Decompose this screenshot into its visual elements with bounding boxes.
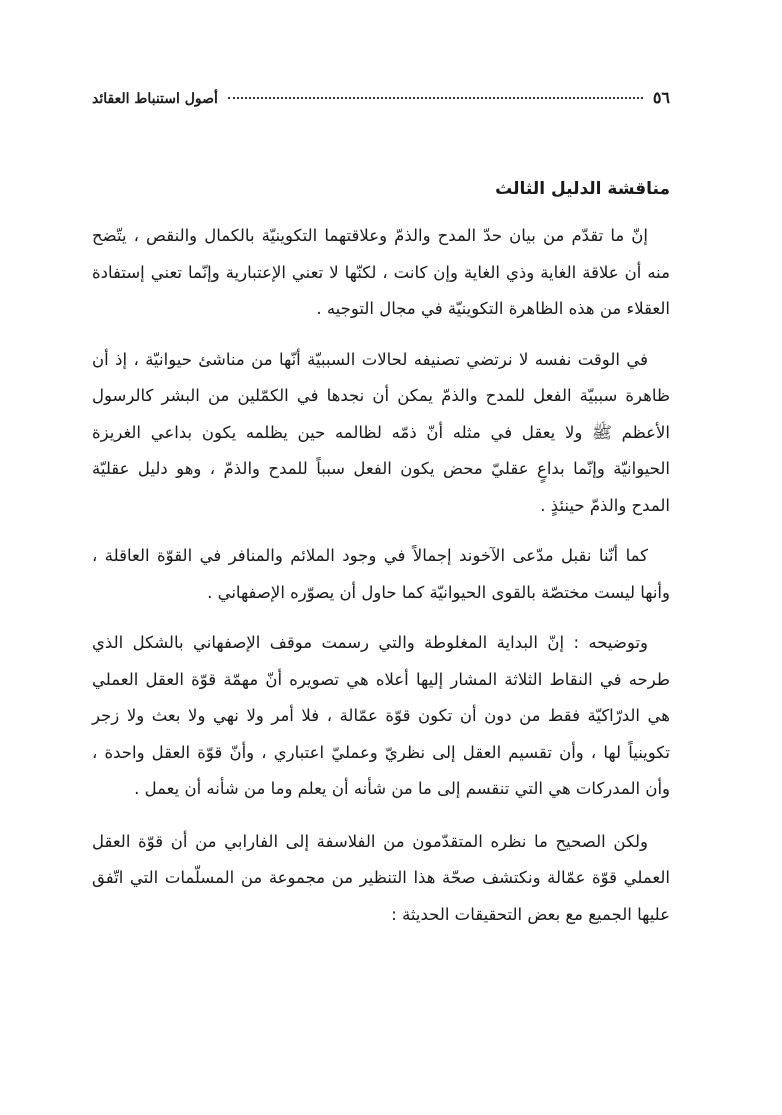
book-page bbox=[92, 88, 670, 933]
running-book-title: أصول استنباط العقائد bbox=[92, 91, 218, 107]
page-number: ٥٦ bbox=[652, 88, 670, 107]
paragraph-2: في الوقت نفسه لا نرتضي تصنيفه لحالات السببيّة أنّها من مناشئ حيوانيّة ، إذ أن ظاهرة سببيّة الفعل للمدح والذمّ يمكن أن نجدها في الكمّلين من البشر كالرسول الأعظم ﷺ ولا يعقل في مثله أنّ ذمّه لظالمه حين يظلمه يكون بداعي الغريزة الحيوانيّة وإنّما بداعٍ عقليّ محض يكون الفعل سبباً للمدح والذمّ ، وهو دليل عقليّة المدح والذمّ حينئذٍ . bbox=[92, 349, 670, 515]
running-header bbox=[92, 88, 670, 118]
paragraph-5: ولكن الصحيح ما نظره المتقدّمون من الفلاسفة إلى الفارابي من أن قوّة العقل العملي قوّة عمّالة ونكتشف صحّة هذا التنظير من مجموعة من المسلّمات التي اتّفق عليها الجميع مع بعض التحقيقات الحديثة : bbox=[92, 831, 670, 924]
section-heading: مناقشة الدليل الثالث bbox=[495, 179, 670, 199]
paragraph-3: كما أنّنا نقبل مدّعى الآخوند إجمالاً في وجود الملائم والمنافر في القوّة العاقلة ، وأنها ليست مختصّة بالقوى الحيوانيّة كما حاول أن يصوّره الإصفهاني . bbox=[92, 546, 670, 602]
paragraph-1: إنّ ما تقدّم من بيان حدّ المدح والذمّ وعلاقتهما التكوينيّة بالكمال والنقص ، يتّضح منه أن علاقة الغاية وذي الغاية وإن كانت ، لكنّها لا تعني الإعتبارية وإنّما تعني إستفادة العقلاء من هذه الظاهرة التكوينيّة في مجال التوجيه . bbox=[92, 226, 670, 318]
paragraph-4: وتوضيحه : إنّ البداية المغلوطة والتي رسمت موقف الإصفهاني بالشكل الذي طرحه في النقاط الثلاثة المشار إليها أعلاه هي تصويره أنّ مهمّة قوّة العقل العملي هي الدرّاكيّة فقط من دون أن تكون قوّة عمّالة ، فلا أمر ولا نهي ولا بعث ولا زجر تكوينياً لها ، وأن تقسيم العقل إلى نظريّ وعمليّ اعتباري ، وأنّ قوّة العقل واحدة ، وأن المدركات هي التي تنقسم إلى ما من شأنه أن يعلم وما من شأنه أن يعمل . bbox=[92, 633, 670, 798]
header-dotted-leader bbox=[228, 97, 643, 99]
